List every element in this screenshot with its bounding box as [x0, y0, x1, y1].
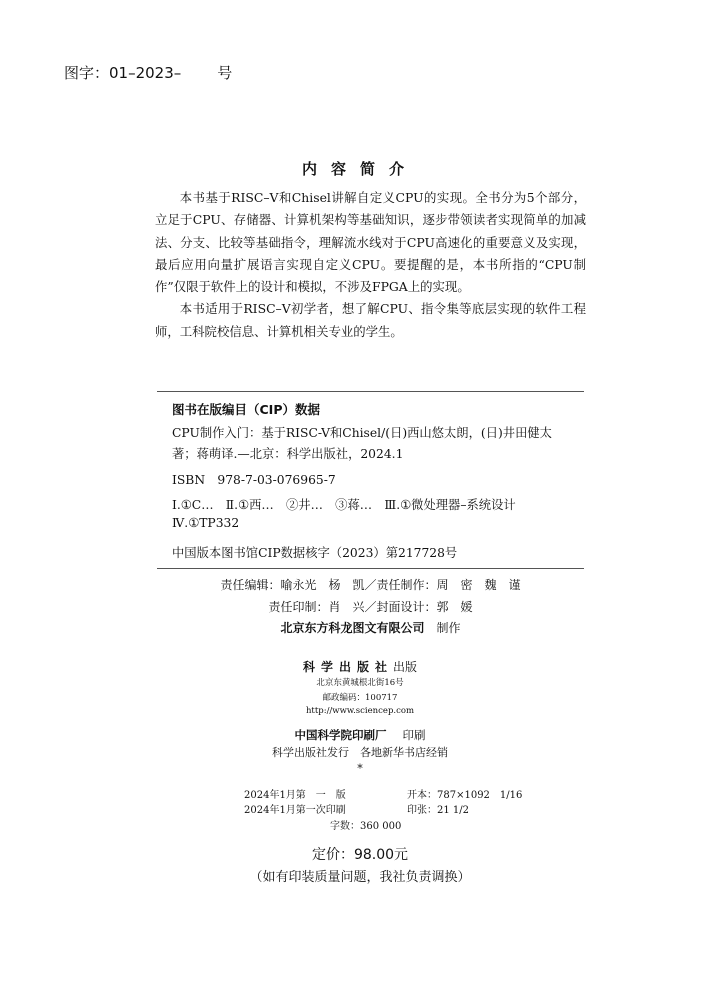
separator-star: *	[357, 762, 363, 775]
publisher-line	[0, 656, 720, 675]
publisher-website: http://www.sciencep.com	[305, 706, 415, 716]
cip-isbn: ISBN 978-7-03-076965-7	[172, 473, 336, 487]
publisher-postcode: 邮政编码：100717	[322, 693, 398, 703]
intro-body	[155, 187, 586, 343]
quality-note: （如有印装质量问题，我社负责调换）	[249, 870, 471, 885]
cip-classification-1: Ⅰ.①C… Ⅱ.①西… ②井… ③蒋… Ⅲ.①微处理器–系统设计	[172, 498, 516, 512]
credits-editors: 责任编辑：喻永光 杨 凯／责任制作：周 密 魏 谨	[220, 578, 521, 592]
cip-title-line-1: CPU制作入门：基于RISC-V和Chisel/(日)西山悠太朗，(日)井田健太	[172, 426, 552, 440]
cip-bottom-divider	[157, 568, 584, 569]
printer-name: 中国科学院印刷厂	[294, 728, 387, 742]
word-count: 字数：360 000	[330, 821, 402, 832]
publisher-suffix: 出版	[393, 660, 418, 674]
registration-suffix: 号	[217, 64, 233, 82]
publisher-name: 科学出版社	[302, 660, 393, 674]
printer-line	[0, 721, 720, 744]
cip-title: 图书在版编目（CIP）数据	[172, 402, 320, 417]
cip-verification: 中国版本图书馆CIP数据核字（2023）第217728号	[172, 546, 458, 560]
distribution: 科学出版社发行 各地新华书店经销	[272, 746, 448, 759]
book-format: 开本：787×1092 1/16	[407, 790, 523, 801]
intro-paragraph-1: 本书基于RISC–V和Chisel讲解自定义CPU的实现。全书分为5个部分，立足于CPU、存储器、计算机架构等基础知识，逐步带领读者实现简单的加减法、分支、比较等基础指令，理解流水线对于CPU高速化的重要意义及实现，最后应用向量扩展语言实现自定义CPU。要提醒的是，本书所指的“CPU制作”仅限于软件上的设计和模拟，不涉及FPGA上的实现。	[155, 190, 586, 295]
maker-name: 北京东方科龙图文有限公司	[280, 621, 425, 635]
intro-title: 内容简介	[301, 160, 418, 178]
printer-suffix: 印刷	[402, 728, 426, 742]
credits-maker	[157, 619, 584, 636]
edition-date: 2024年1月第 一 版	[244, 790, 346, 801]
intro-paragraph-2: 本书适用于RISC–V初学者，想了解CPU、指令集等底层实现的软件工程师，工科院校信息、计算机相关专业的学生。	[155, 301, 586, 339]
printed-sheets: 印张：21 1/2	[407, 805, 469, 816]
registration-number	[64, 62, 232, 83]
cip-title-line-2: 著；蒋萌译.—北京：科学出版社，2024.1	[172, 447, 404, 461]
price: 定价：98.00元	[311, 847, 409, 863]
registration-prefix: 图字：01–2023–	[64, 64, 182, 82]
cip-top-divider	[157, 391, 584, 392]
cip-classification-2: Ⅳ.①TP332	[172, 516, 240, 530]
credits-printing-design: 责任印制：肖 兴／封面设计：郭 媛	[268, 600, 473, 614]
maker-suffix: 制作	[436, 621, 461, 635]
printing-date: 2024年1月第一次印刷	[244, 805, 346, 816]
publisher-address: 北京东黄城根北街16号	[316, 678, 404, 688]
